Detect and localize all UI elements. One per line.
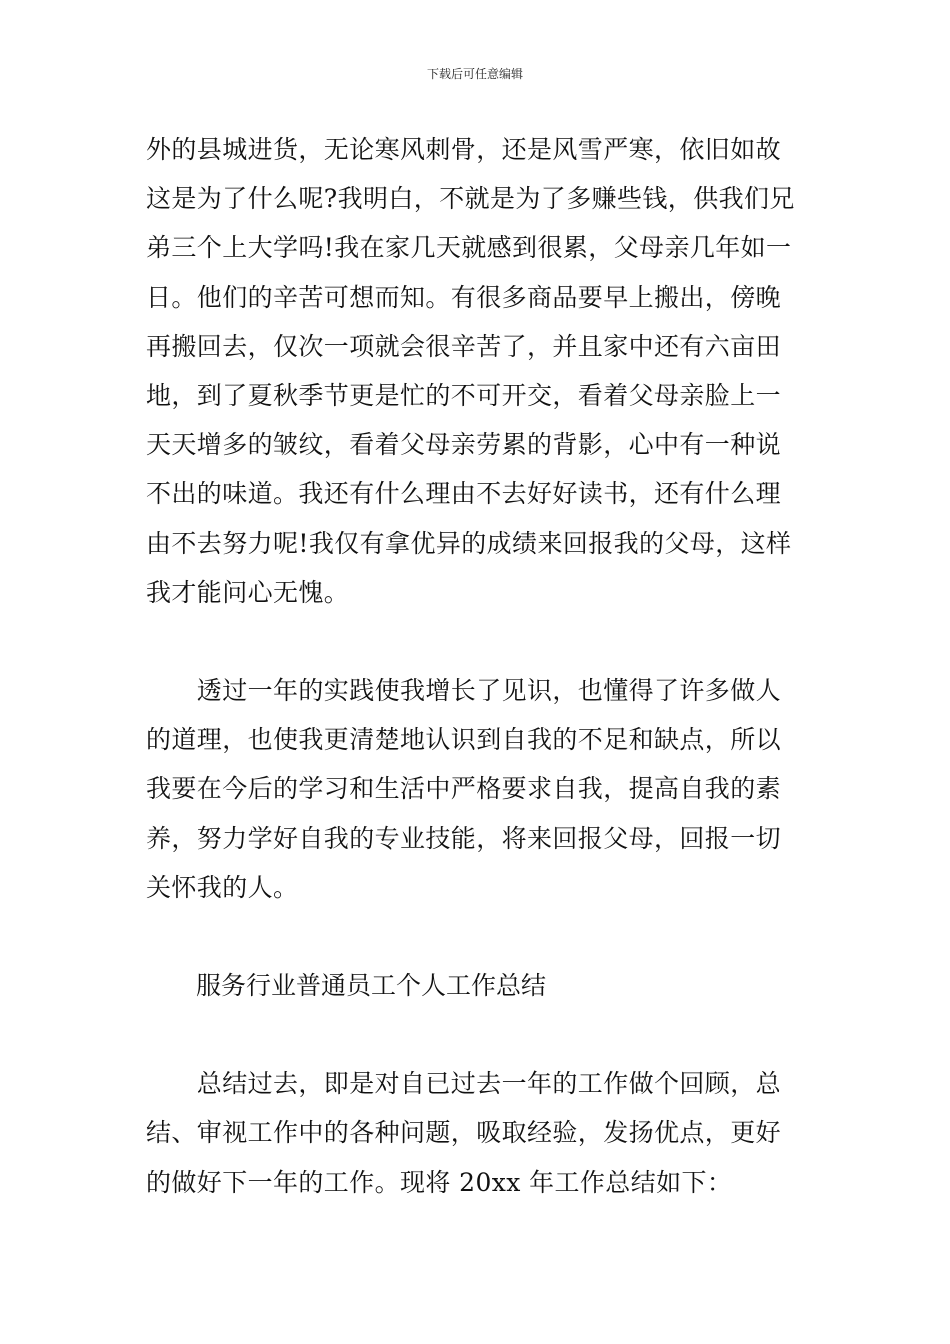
document-body — [146, 125, 808, 1207]
text-line: 的道理，也使我更清楚地认识到自我的不足和缺点，所以 — [146, 725, 782, 755]
text-line: 我要在今后的学习和生活中严格要求自我，提高自我的素 — [146, 774, 782, 804]
paragraph-spacer — [146, 912, 808, 961]
text-line: 结、审视工作中的各种问题，吸取经验，发扬优点，更好 — [146, 1118, 782, 1148]
text-line: 不出的味道。我还有什么理由不去好好读书，还有什么理 — [146, 479, 782, 509]
text-line: 我才能问心无愧。 — [146, 577, 350, 607]
text-line: 透过一年的实践使我增长了见识，也懂得了许多做人 — [146, 676, 782, 706]
text-line: 总结过去，即是对自已过去一年的工作做个回顾，总 — [146, 1069, 782, 1099]
text-line: 的做好下一年的工作。现将 20xx 年工作总结如下： — [146, 1167, 733, 1197]
paragraph-spacer — [146, 617, 808, 666]
paragraph-2 — [146, 666, 808, 912]
text-line: 再搬回去，仅次一项就会很辛苦了，并且家中还有六亩田 — [146, 331, 782, 361]
text-line: 养，努力学好自我的专业技能，将来回报父母，回报一切 — [146, 823, 782, 853]
text-line: 这是为了什么呢?我明白，不就是为了多赚些钱，供我们兄 — [146, 184, 795, 214]
header-note: 下载后可任意编辑 — [426, 67, 523, 81]
text-line: 弟三个上大学吗!我在家几天就感到很累，父母亲几年如一 — [146, 233, 792, 263]
text-line: 天天增多的皱纹，看着父母亲劳累的背影，心中有一种说 — [146, 430, 782, 460]
paragraph-1 — [146, 125, 808, 617]
text-line: 外的县城进货，无论寒风刺骨，还是风雪严寒，依旧如故 — [146, 135, 782, 164]
paragraph-spacer — [146, 1010, 808, 1059]
paragraph-3 — [146, 1059, 808, 1207]
text-line: 日。他们的辛苦可想而知。有很多商品要早上搬出，傍晚 — [146, 282, 782, 312]
text-line: 由不去努力呢!我仅有拿优异的成绩来回报我的父母，这样 — [146, 528, 792, 558]
text-line: 地，到了夏秋季节更是忙的不可开交，看着父母亲脸上一 — [146, 381, 782, 411]
text-line: 关怀我的人。 — [146, 872, 299, 902]
section-title: 服务行业普通员工个人工作总结 — [196, 971, 547, 1001]
